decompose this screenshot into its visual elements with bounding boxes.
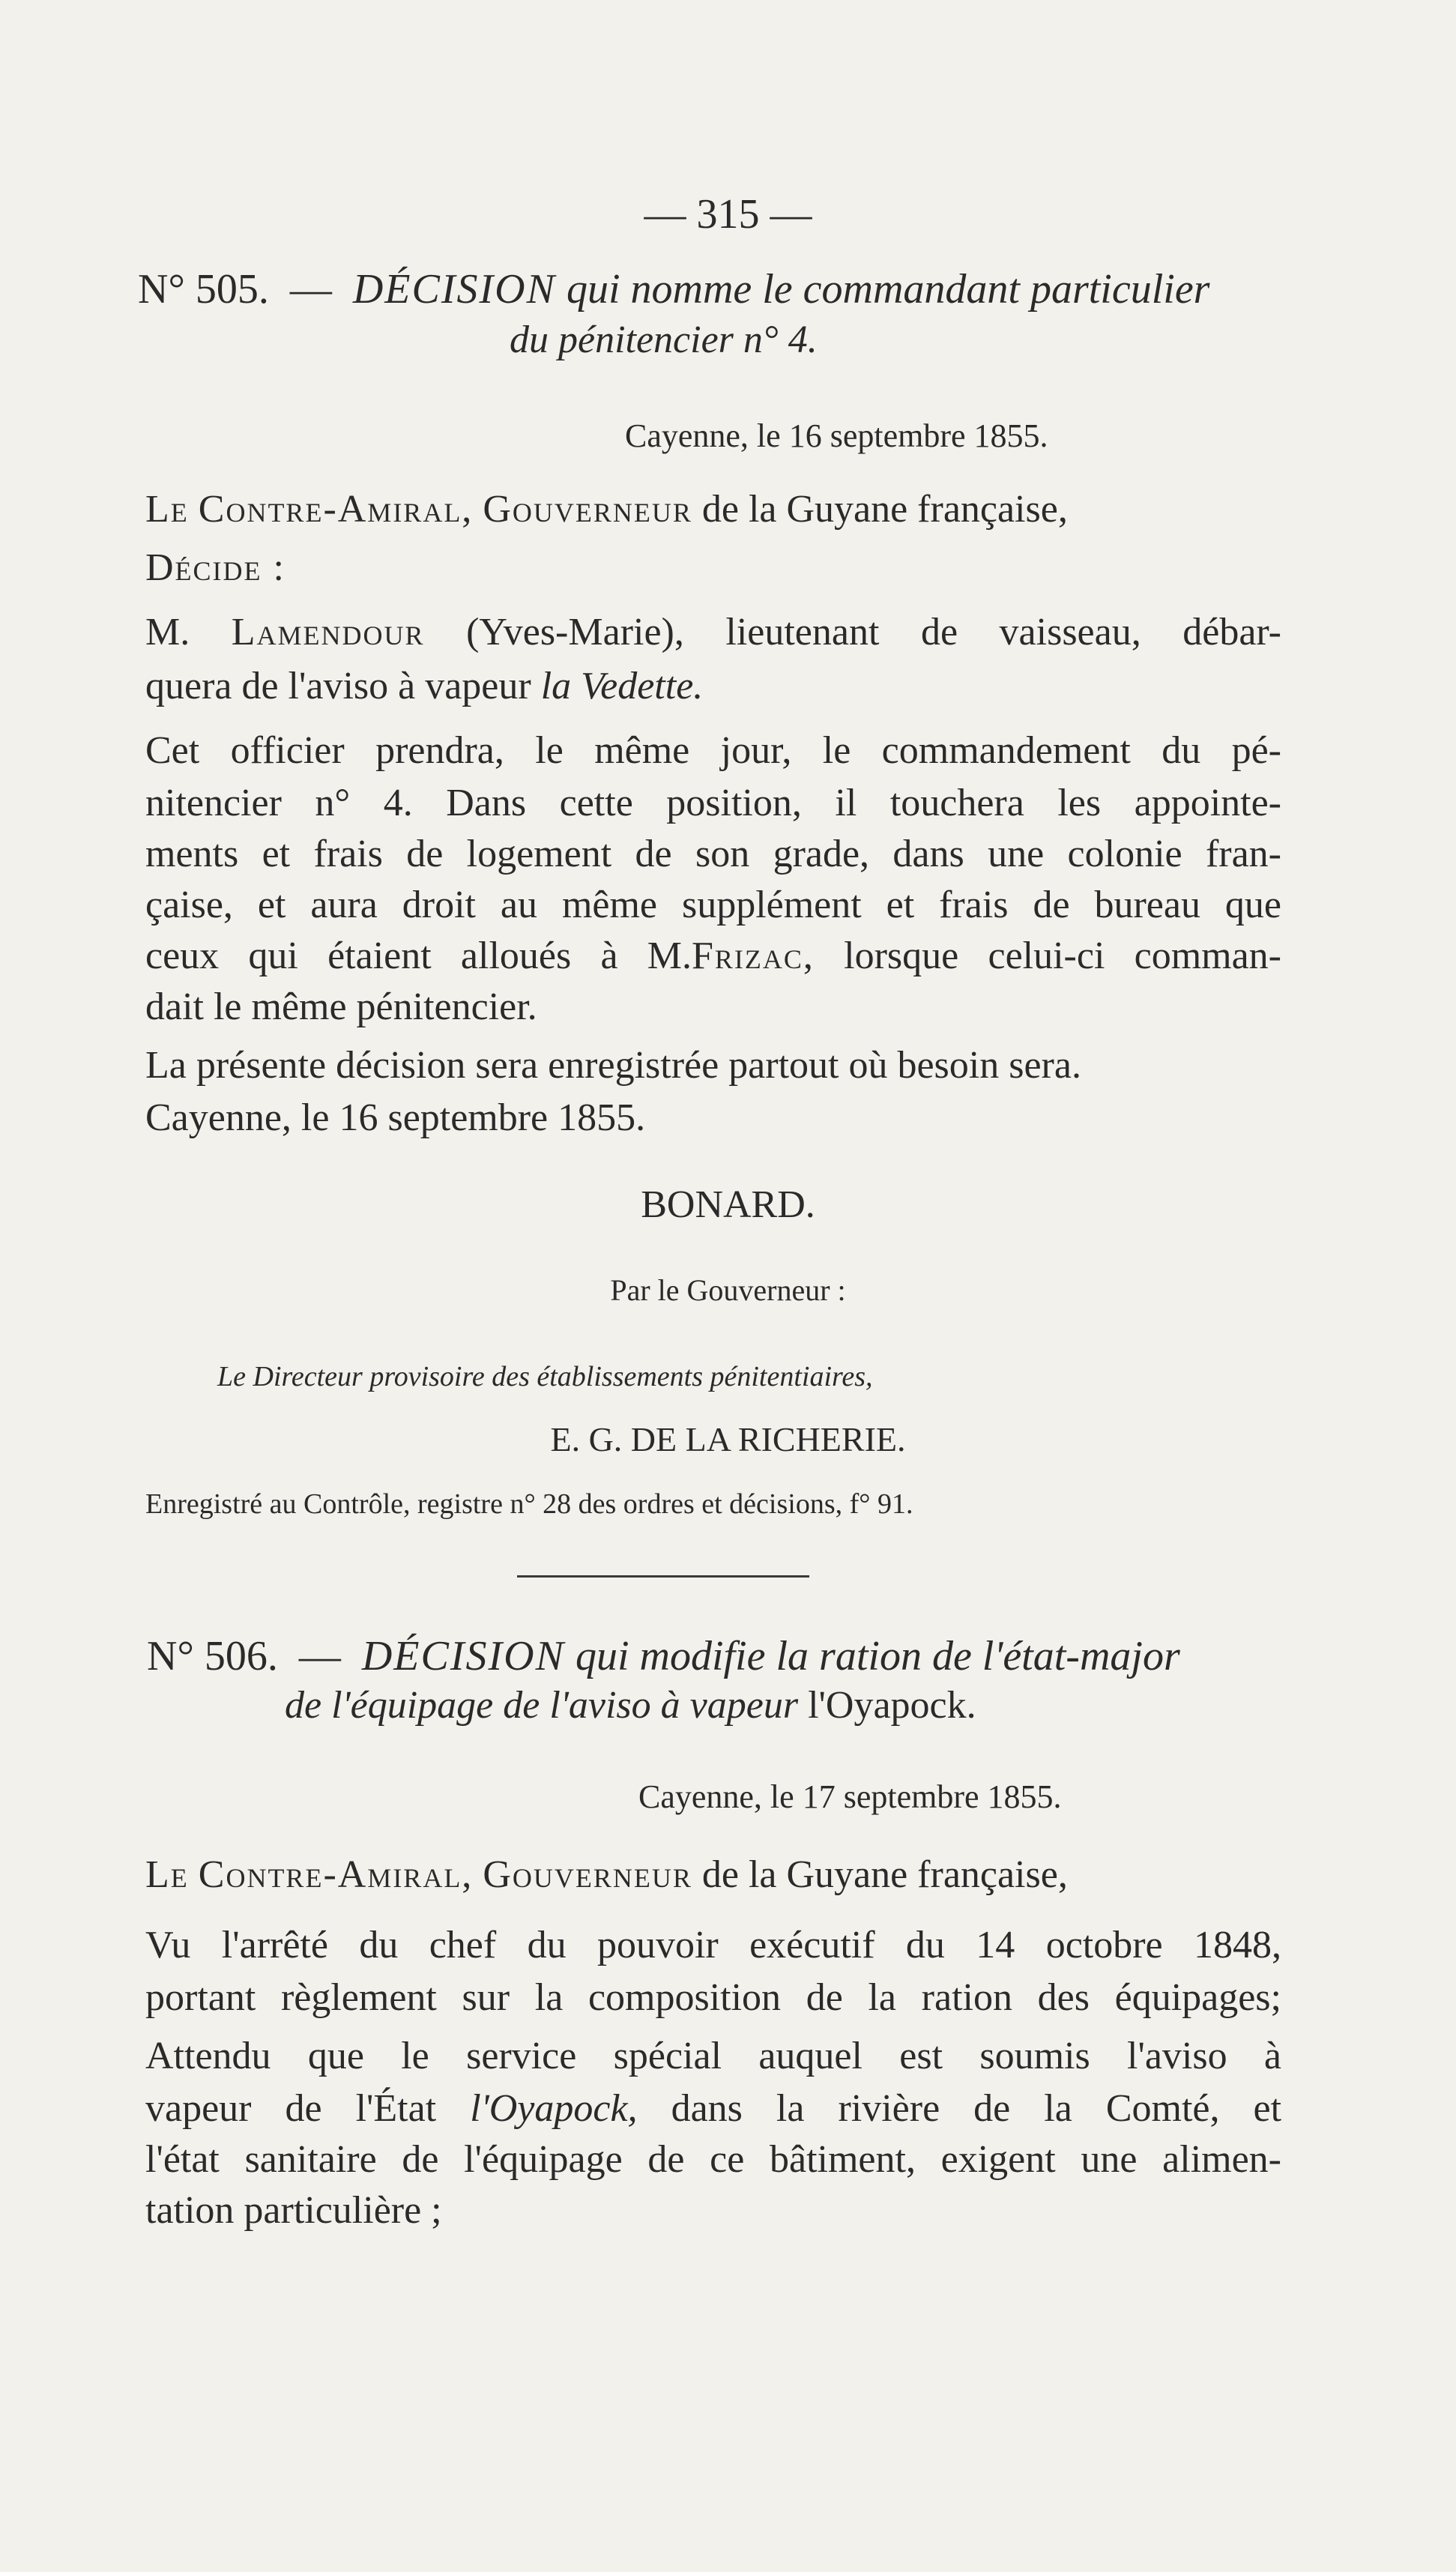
decision-title-rest: qui modifie la ration de l'état-major: [575, 1633, 1180, 1679]
closing-date: Cayenne, le 16 septembre 1855.: [145, 1096, 646, 1139]
attendu-line3: l'état sanitaire de l'équipage de ce bâtiment, exigent une alimen-: [145, 2138, 1281, 2181]
attendu-line2-a: vapeur de l'État: [145, 2087, 437, 2130]
para1-rest: (Yves-Marie), lieutenant de vaisseau, débar-: [466, 611, 1281, 653]
ship-name-oyapock-italic: l'Oyapock,: [470, 2087, 638, 2130]
vu-line2: portant règlement sur la composition de la ration des équipages;: [145, 1976, 1281, 2019]
heading-gouverneur: Gouverneur: [483, 488, 692, 531]
heading-le: Le: [145, 488, 189, 531]
decision-word: DÉCISION: [352, 266, 556, 313]
heading-gouverneur: Gouverneur: [483, 1853, 692, 1896]
attendu-line2: [145, 2089, 1281, 2128]
ship-name-vedette: la Vedette.: [540, 665, 704, 707]
para1-m: M.: [145, 611, 190, 653]
para2-line5-a: ceux qui étaient alloués à M.: [145, 935, 692, 977]
par-le-gouverneur: Par le Gouverneur :: [610, 1273, 846, 1307]
decision-506-date: Cayenne, le 17 septembre 1855.: [638, 1778, 1062, 1815]
heading-rest: de la Guyane française,: [701, 488, 1068, 531]
decision-number: N° 505.: [138, 266, 269, 313]
decision-506-heading: [145, 1853, 1068, 1896]
decision-505-decide: Décide :: [145, 546, 286, 589]
heading-contre-amiral: Contre-Amiral,: [198, 488, 474, 531]
para1-line2-text: quera de l'aviso à vapeur: [145, 665, 531, 707]
heading-le: Le: [145, 1853, 189, 1896]
para3: La présente décision sera enregistrée partout où besoin sera.: [145, 1044, 1081, 1087]
decision-505-title-line2: du pénitencier n° 4.: [510, 319, 818, 361]
decision-506-title-line1: [147, 1635, 1180, 1677]
para2-line4: çaise, et aura droit au même supplément et frais de bureau que: [145, 884, 1281, 926]
decision-word: DÉCISION: [361, 1633, 565, 1679]
para1-line1: [145, 613, 1281, 652]
page-number: — 315 —: [644, 191, 812, 238]
para2-line1: Cet officier prendra, le même jour, le commandement du pé-: [145, 729, 1281, 772]
section-divider: [517, 1575, 809, 1578]
ship-name-oyapock: l'Oyapock.: [808, 1684, 976, 1727]
decision-505-title-line1: [138, 266, 1210, 313]
para2-line5: [145, 937, 1281, 976]
dash: —: [298, 1633, 341, 1679]
registry-line: Enregistré au Contrôle, registre n° 28 des ordres et décisions, f° 91.: [145, 1488, 913, 1520]
signature-bonard: BONARD.: [641, 1183, 815, 1226]
name-frizac: Frizac,: [692, 935, 815, 977]
para1-name: Lamendour: [231, 611, 425, 653]
decision-506-title-line2: [285, 1686, 976, 1725]
vu-line1: Vu l'arrêté du chef du pouvoir exécutif du 14 octobre 1848,: [145, 1924, 1281, 1966]
para1-line2: [145, 667, 703, 706]
title-line2-text: de l'équipage de l'aviso à vapeur: [285, 1684, 799, 1727]
decision-505-heading: [145, 490, 1068, 529]
attendu-line2-b: dans la rivière de la Comté, et: [671, 2087, 1282, 2130]
countersign: E. G. DE LA RICHERIE.: [550, 1420, 906, 1458]
para2-line5-b: lorsque celui-ci comman-: [844, 935, 1282, 977]
decision-number: N° 506.: [147, 1633, 278, 1679]
decision-title-rest: qui nomme le commandant particulier: [566, 266, 1210, 313]
decision-505-date: Cayenne, le 16 septembre 1855.: [625, 417, 1048, 454]
attendu-line4: tation particulière ;: [145, 2189, 442, 2232]
para2-line2: nitencier n° 4. Dans cette position, il touchera les appointe-: [145, 782, 1281, 824]
dash: —: [289, 266, 332, 313]
attendu-line1: Attendu que le service spécial auquel est soumis l'aviso à: [145, 2035, 1281, 2077]
heading-contre-amiral: Contre-Amiral,: [198, 1853, 474, 1896]
para2-line6: dait le même pénitencier.: [145, 985, 537, 1028]
directeur-line: Le Directeur provisoire des établissements pénitentiaires,: [217, 1361, 873, 1392]
heading-rest: de la Guyane française,: [701, 1853, 1068, 1896]
para2-line3: ments et frais de logement de son grade, dans une colonie fran-: [145, 833, 1281, 875]
